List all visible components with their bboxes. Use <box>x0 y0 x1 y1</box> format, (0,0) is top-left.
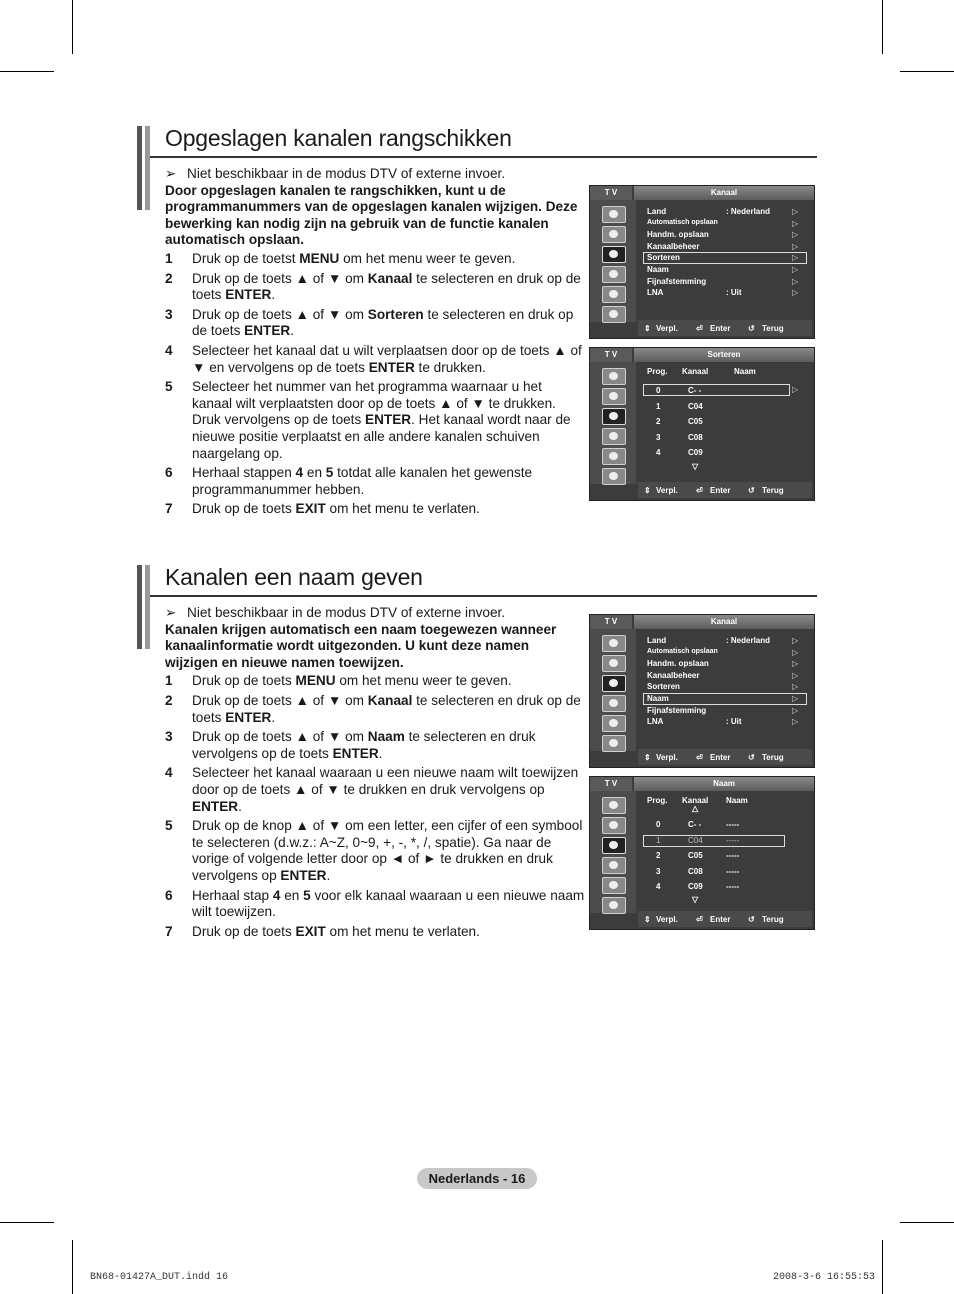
enter-icon: ⏎ <box>696 486 703 495</box>
sound-icon <box>602 388 626 405</box>
step-item <box>165 729 585 762</box>
slug-date: 2008-3-6 16:55:53 <box>773 1272 876 1283</box>
note-text: Niet beschikbaar in de modus DTV of externe invoer. <box>187 166 506 181</box>
step-number: 4 <box>165 342 173 358</box>
step-item <box>165 924 585 941</box>
footer-move: Verpl. <box>656 753 678 762</box>
intro-text: Kanalen krijgen automatisch een naam toegewezen wanneer kanaalinformatie wordt uitgezonden. U kunt deze namen wijzigen en nieuwe namen toewijzen. <box>165 621 557 670</box>
step-number: 2 <box>165 692 173 708</box>
step-text: Druk op de toetst <box>192 250 300 266</box>
osd-footer <box>638 749 812 765</box>
step-keyword: ENTER <box>225 709 272 725</box>
section1-body <box>165 166 585 521</box>
step-text: Druk op de toets <box>192 673 296 689</box>
prog-number: 0 <box>656 386 661 395</box>
step-text: om het menu te verlaten. <box>325 923 480 939</box>
step-keyword: ENTER <box>368 359 415 375</box>
step-text: Druk op de toets ▲ of ▼ om <box>192 729 368 745</box>
menu-item: Kanaalbeheer <box>647 670 700 680</box>
step-text: Selecteer het kanaal dat u wilt verplaatsen door op de toets ▲ of ▼ en vervolgens op de toets <box>192 342 582 375</box>
menu-value: : Uit <box>726 288 742 298</box>
col-kanaal: Kanaal <box>682 367 709 376</box>
title-rule <box>150 595 817 597</box>
section-marker <box>145 565 150 649</box>
application-icon <box>602 468 626 485</box>
move-icon: ⇕ <box>644 753 651 762</box>
step-number: 7 <box>165 501 173 517</box>
step-text: om het menu weer te geven. <box>335 673 512 689</box>
channel-icon <box>602 246 626 263</box>
menu-item: LNA <box>647 717 664 727</box>
menu-item: Fijnafstemming <box>647 705 707 715</box>
tv-label: T V <box>590 777 632 791</box>
step-keyword: 5 <box>325 465 334 481</box>
prog-number: 2 <box>656 417 661 426</box>
note-text: Niet beschikbaar in de modus DTV of externe invoer. <box>187 605 506 620</box>
osd-sidebar <box>590 629 636 751</box>
channel-name: ----- <box>726 866 740 876</box>
prog-number: 3 <box>656 866 661 876</box>
input-icon <box>602 715 626 732</box>
step-number: 4 <box>165 765 173 781</box>
menu-value: : Nederland <box>726 207 771 216</box>
section-title: Kanalen een naam geven <box>165 564 423 590</box>
osd-footer <box>638 482 812 498</box>
step-keyword: EXIT <box>295 501 326 517</box>
step-keyword: ENTER <box>244 323 291 339</box>
step-text: en <box>303 465 326 481</box>
step-item <box>165 818 585 884</box>
step-number: 3 <box>165 306 173 322</box>
col-prog: Prog. <box>647 367 668 376</box>
step-text: Druk op de toets <box>192 501 296 517</box>
step-text: Herhaal stap <box>192 887 273 903</box>
channel-name: ----- <box>726 851 740 860</box>
step-number: 6 <box>165 465 173 481</box>
step-item <box>165 343 585 376</box>
step-keyword: ENTER <box>225 287 272 303</box>
tv-menu-kanaal-sorteren <box>589 185 815 339</box>
footer-enter: Enter <box>710 486 731 495</box>
footer-move: Verpl. <box>656 915 678 924</box>
arrow-down-icon: ▽ <box>692 462 699 471</box>
step-keyword: Kanaal <box>367 692 413 708</box>
arrow-right-icon: ▷ <box>792 647 799 657</box>
step-item <box>165 888 585 921</box>
return-icon: ↺ <box>748 915 755 924</box>
prog-number: 1 <box>656 401 661 411</box>
footer-back: Terug <box>762 486 784 495</box>
input-icon <box>602 877 626 894</box>
prog-number: 2 <box>656 851 661 860</box>
menu-item: Land <box>647 636 667 645</box>
step-number: 1 <box>165 250 173 266</box>
menu-item: LNA <box>647 288 664 298</box>
channel: C09 <box>688 448 703 457</box>
channel: C04 <box>688 401 703 411</box>
step-text: om het menu te verlaten. <box>325 501 480 517</box>
step-number: 6 <box>165 887 173 903</box>
channel-icon <box>602 408 626 425</box>
arrow-right-icon: ▷ <box>792 207 799 216</box>
arrow-right-icon: ▷ <box>792 218 799 228</box>
tv-menu-sorteren <box>589 347 815 501</box>
step-text: . <box>378 745 383 761</box>
arrow-right-icon: ▷ <box>792 230 799 240</box>
arrow-right-icon: ▷ <box>792 705 799 715</box>
step-text: te selecteren en druk op de toets <box>192 692 581 725</box>
prog-number: 0 <box>656 820 661 829</box>
slug-file: BN68-01427A_DUT.indd 16 <box>90 1272 229 1283</box>
return-icon: ↺ <box>748 324 755 333</box>
step-item <box>165 271 585 304</box>
section-marker <box>145 126 150 210</box>
arrow-right-icon: ▷ <box>792 385 799 394</box>
arrow-right-icon: ▷ <box>792 276 799 286</box>
arrow-right-icon: ▷ <box>792 253 799 263</box>
col-kanaal: Kanaal <box>682 796 709 805</box>
menu-item: Land <box>647 207 667 216</box>
picture-icon <box>602 206 626 223</box>
arrow-right-icon: ▷ <box>792 636 799 645</box>
picture-icon <box>602 368 626 385</box>
arrow-down-icon: ▽ <box>692 895 699 904</box>
sound-icon <box>602 655 626 672</box>
step-item <box>165 693 585 726</box>
arrow-right-icon: ▷ <box>792 717 799 727</box>
channel: C08 <box>688 432 703 442</box>
step-keyword: ENTER <box>192 798 239 814</box>
section-title: Opgeslagen kanalen rangschikken <box>165 125 512 151</box>
footer-back: Terug <box>762 324 784 333</box>
step-list <box>165 251 585 518</box>
move-icon: ⇕ <box>644 324 651 333</box>
menu-title: Sorteren <box>634 348 814 362</box>
crop-mark <box>0 1222 54 1223</box>
step-number: 3 <box>165 729 173 745</box>
step-number: 2 <box>165 270 173 286</box>
step-text: totdat alle kanalen het gewenste programmanummer hebben. <box>192 465 533 497</box>
channel: C08 <box>688 866 703 876</box>
osd-footer <box>638 320 812 336</box>
menu-title: Naam <box>634 777 814 791</box>
step-keyword: 5 <box>303 887 311 903</box>
step-keyword: 4 <box>272 887 281 903</box>
step-text: . <box>271 287 276 303</box>
setup-icon <box>602 428 626 445</box>
step-keyword: Sorteren <box>367 306 424 322</box>
step-text: Herhaal stappen <box>192 465 296 481</box>
step-keyword: Naam <box>367 729 405 745</box>
sound-icon <box>602 226 626 243</box>
footer-move: Verpl. <box>656 324 678 333</box>
crop-mark <box>882 1240 883 1294</box>
arrow-up-icon: △ <box>692 804 699 813</box>
step-text: te selecteren en druk op de toets <box>192 306 574 339</box>
menu-item: Handm. opslaan <box>647 659 709 669</box>
title-rule <box>150 156 817 158</box>
osd-footer <box>638 911 812 927</box>
arrow-right-icon: ▷ <box>792 659 799 669</box>
menu-item: Kanaalbeheer <box>647 241 700 251</box>
arrow-right-icon: ▷ <box>792 682 799 692</box>
step-text: . <box>290 323 295 339</box>
step-keyword: EXIT <box>295 923 326 939</box>
channel-icon <box>602 675 626 692</box>
channel: C05 <box>688 417 703 426</box>
crop-mark <box>72 0 73 54</box>
step-text: Druk op de toets ▲ of ▼ om <box>192 306 368 322</box>
step-text: . Het kanaal wordt naar de nieuwe positie verplaatst en alle andere kanalen schuiven naargelang op. <box>192 412 571 461</box>
menu-item: Sorteren <box>647 682 680 692</box>
menu-item: Sorteren <box>647 253 680 263</box>
step-keyword: MENU <box>299 250 340 266</box>
step-text: . <box>271 709 276 725</box>
setup-icon <box>602 695 626 712</box>
step-text: Druk op de toets <box>192 923 296 939</box>
step-text: Druk op de knop ▲ of ▼ om een letter, een cijfer of een symbool te selecteren (d.w.z.: A~Z, 0~9, +, -, *, /, spatie). Ga naar de vorige of volgende letter door op ◄ of ► te drukken en druk vervolgens op <box>192 818 583 883</box>
application-icon <box>602 897 626 914</box>
channel-icon <box>602 837 626 854</box>
enter-icon: ⏎ <box>696 753 703 762</box>
menu-item: Automatisch opslaan <box>647 218 718 226</box>
setup-icon <box>602 266 626 283</box>
crop-mark <box>900 71 954 72</box>
menu-item: Automatisch opslaan <box>647 647 718 655</box>
arrow-right-icon: ▷ <box>792 670 799 680</box>
prog-number: 3 <box>656 432 661 442</box>
step-number: 5 <box>165 379 173 395</box>
application-icon <box>602 735 626 752</box>
intro-text: Door opgeslagen kanalen te rangschikken, kunt u de programmanummers van de opgeslagen kanalen wijzigen. Deze bewerking kan nodig zijn na gebruik van de functie kanalen automatisch opslaan. <box>165 182 578 248</box>
step-keyword: MENU <box>295 673 336 689</box>
step-text: te selecteren en druk vervolgens op de toets <box>192 729 536 761</box>
footer-move: Verpl. <box>656 486 678 495</box>
tv-menu-kanaal-naam <box>589 614 815 768</box>
channel: C- - <box>688 820 702 829</box>
step-keyword: 4 <box>295 465 304 481</box>
menu-item: Handm. opslaan <box>647 230 709 240</box>
input-icon <box>602 448 626 465</box>
menu-item: Naam <box>647 265 669 274</box>
step-item <box>165 465 585 498</box>
picture-icon <box>602 635 626 652</box>
channel: C- - <box>688 386 702 395</box>
step-number: 1 <box>165 673 173 689</box>
arrow-icon: ➢ <box>165 605 177 620</box>
step-item <box>165 673 585 690</box>
footer-back: Terug <box>762 915 784 924</box>
arrow-right-icon: ▷ <box>792 288 799 298</box>
footer-enter: Enter <box>710 324 731 333</box>
return-icon: ↺ <box>748 486 755 495</box>
tv-label: T V <box>590 348 632 362</box>
arrow-right-icon: ▷ <box>792 694 799 703</box>
step-text: voor elk kanaal waaraan u een nieuwe naam wilt toewijzen. <box>192 887 585 920</box>
application-icon <box>602 306 626 323</box>
step-item <box>165 307 585 340</box>
menu-value: : Uit <box>726 717 742 727</box>
menu-item: Fijnafstemming <box>647 276 707 286</box>
crop-mark <box>882 0 883 54</box>
selection-highlight <box>643 384 790 396</box>
step-text: te drukken. <box>414 359 486 375</box>
step-keyword: ENTER <box>365 412 412 428</box>
selection-highlight <box>643 835 785 847</box>
step-text: . <box>326 867 331 883</box>
crop-mark <box>72 1240 73 1294</box>
footer-back: Terug <box>762 753 784 762</box>
tv-menu-naam <box>589 776 815 930</box>
enter-icon: ⏎ <box>696 915 703 924</box>
move-icon: ⇕ <box>644 486 651 495</box>
menu-value: : Nederland <box>726 636 771 645</box>
footer-enter: Enter <box>710 915 731 924</box>
step-item <box>165 765 585 815</box>
step-item <box>165 379 585 462</box>
channel-name: ----- <box>726 820 740 829</box>
tv-label: T V <box>590 615 632 629</box>
channel-name: ----- <box>726 835 740 845</box>
step-text: Druk op de toets ▲ of ▼ om <box>192 692 368 708</box>
note <box>165 605 585 622</box>
prog-number: 4 <box>656 448 661 457</box>
step-number: 5 <box>165 818 173 834</box>
footer-enter: Enter <box>710 753 731 762</box>
crop-mark <box>0 71 54 72</box>
move-icon: ⇕ <box>644 915 651 924</box>
step-keyword: ENTER <box>280 867 327 883</box>
section-marker <box>137 126 142 210</box>
step-keyword: ENTER <box>332 745 379 761</box>
arrow-right-icon: ▷ <box>792 265 799 274</box>
step-text: te selecteren en druk op de toets <box>192 270 581 303</box>
input-icon <box>602 286 626 303</box>
menu-item: Naam <box>647 694 669 703</box>
arrow-icon: ➢ <box>165 166 177 181</box>
osd-sidebar <box>590 200 636 322</box>
step-text: . <box>238 798 242 814</box>
arrow-right-icon: ▷ <box>792 241 799 251</box>
channel: C04 <box>688 835 703 845</box>
section2-body <box>165 605 585 943</box>
prog-number: 1 <box>656 835 661 845</box>
col-naam: Naam <box>726 796 748 805</box>
picture-icon <box>602 797 626 814</box>
col-prog: Prog. <box>647 796 668 805</box>
note <box>165 166 585 183</box>
section-marker <box>137 565 142 649</box>
menu-title: Kanaal <box>634 186 814 200</box>
setup-icon <box>602 857 626 874</box>
channel-name: ----- <box>726 882 740 891</box>
step-item <box>165 501 585 518</box>
step-text: en <box>280 887 304 903</box>
osd-sidebar <box>590 791 636 913</box>
menu-title: Kanaal <box>634 615 814 629</box>
step-text: om het menu weer te geven. <box>339 250 516 266</box>
step-number: 7 <box>165 923 173 939</box>
step-text: Druk op de toets ▲ of ▼ om <box>192 270 368 286</box>
step-text: Selecteer het nummer van het programma waarnaar u het kanaal wilt verplaatsten door op de toets ▲ of ▼ te drukken. Druk vervolgens op de toets <box>192 379 556 428</box>
step-list <box>165 673 585 940</box>
osd-sidebar <box>590 362 636 484</box>
crop-mark <box>900 1222 954 1223</box>
enter-icon: ⏎ <box>696 324 703 333</box>
step-text: Selecteer het kanaal waaraan u een nieuwe naam wilt toewijzen door op de toets ▲ of ▼ te drukken en druk vervolgens op <box>192 765 579 797</box>
prog-number: 4 <box>656 882 661 891</box>
col-naam: Naam <box>734 367 756 376</box>
step-item <box>165 251 585 268</box>
channel: C05 <box>688 851 703 860</box>
channel: C09 <box>688 882 703 891</box>
step-keyword: Kanaal <box>367 270 413 286</box>
tv-label: T V <box>590 186 632 200</box>
page-number-badge: Nederlands - 16 <box>417 1168 537 1189</box>
sound-icon <box>602 817 626 834</box>
return-icon: ↺ <box>748 753 755 762</box>
